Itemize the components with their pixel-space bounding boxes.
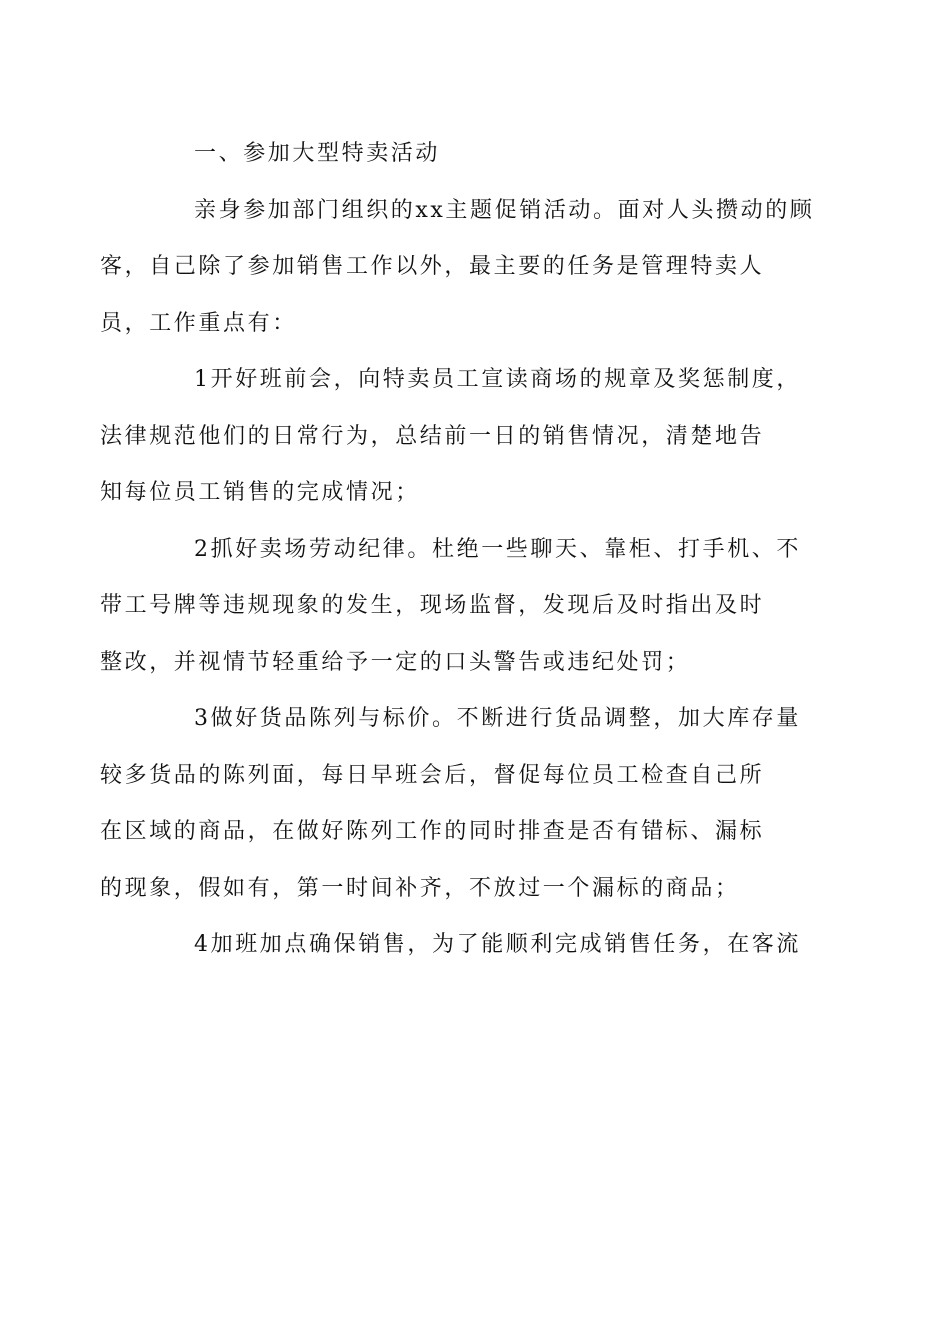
section-heading	[147, 126, 807, 183]
paragraph-2-line-1: 1开好班前会，向特卖员工宣读商场的规章及奖惩制度，	[194, 367, 801, 392]
paragraph-1	[100, 183, 815, 353]
paragraph-3	[100, 522, 807, 692]
paragraph-3-line-2: 带工号牌等违规现象的发生，现场监督，发现后及时指出及时	[100, 593, 765, 618]
paragraph-1-line-3: 员，工作重点有：	[100, 310, 297, 336]
paragraph-2-line-3: 知每位员工销售的完成情况；	[100, 480, 420, 505]
paragraph-4-line-3: 在区域的商品，在做好陈列工作的同时排查是否有错标、漏标	[100, 819, 765, 844]
heading-text: 一、参加大型特卖活动	[194, 141, 441, 166]
document-body	[100, 126, 815, 974]
paragraph-3-line-1: 2抓好卖场劳动纪律。杜绝一些聊天、靠柜、打手机、不	[194, 536, 801, 562]
paragraph-1-line-1: 亲身参加部门组织的xx主题促销活动。面对人头攒动的顾	[194, 197, 815, 223]
paragraph-4-line-1: 3做好货品陈列与标价。不断进行货品调整，加大库存量	[194, 706, 801, 731]
paragraph-5	[147, 917, 807, 974]
paragraph-5-line-1: 4加班加点确保销售，为了能顺利完成销售任务，在客流	[194, 932, 801, 957]
paragraph-4-line-4: 的现象，假如有，第一时间补齐，不放过一个漏标的商品；	[100, 875, 740, 901]
paragraph-2	[100, 352, 807, 522]
paragraph-1-line-2: 客，自己除了参加销售工作以外，最主要的任务是管理特卖人	[100, 254, 765, 279]
paragraph-3-line-3: 整改，并视情节轻重给予一定的口头警告或违纪处罚；	[100, 649, 691, 675]
paragraph-4	[100, 691, 807, 917]
paragraph-4-line-2: 较多货品的陈列面，每日早班会后，督促每位员工检查自己所	[100, 762, 765, 788]
paragraph-2-line-2: 法律规范他们的日常行为，总结前一日的销售情况，清楚地告	[100, 423, 765, 449]
